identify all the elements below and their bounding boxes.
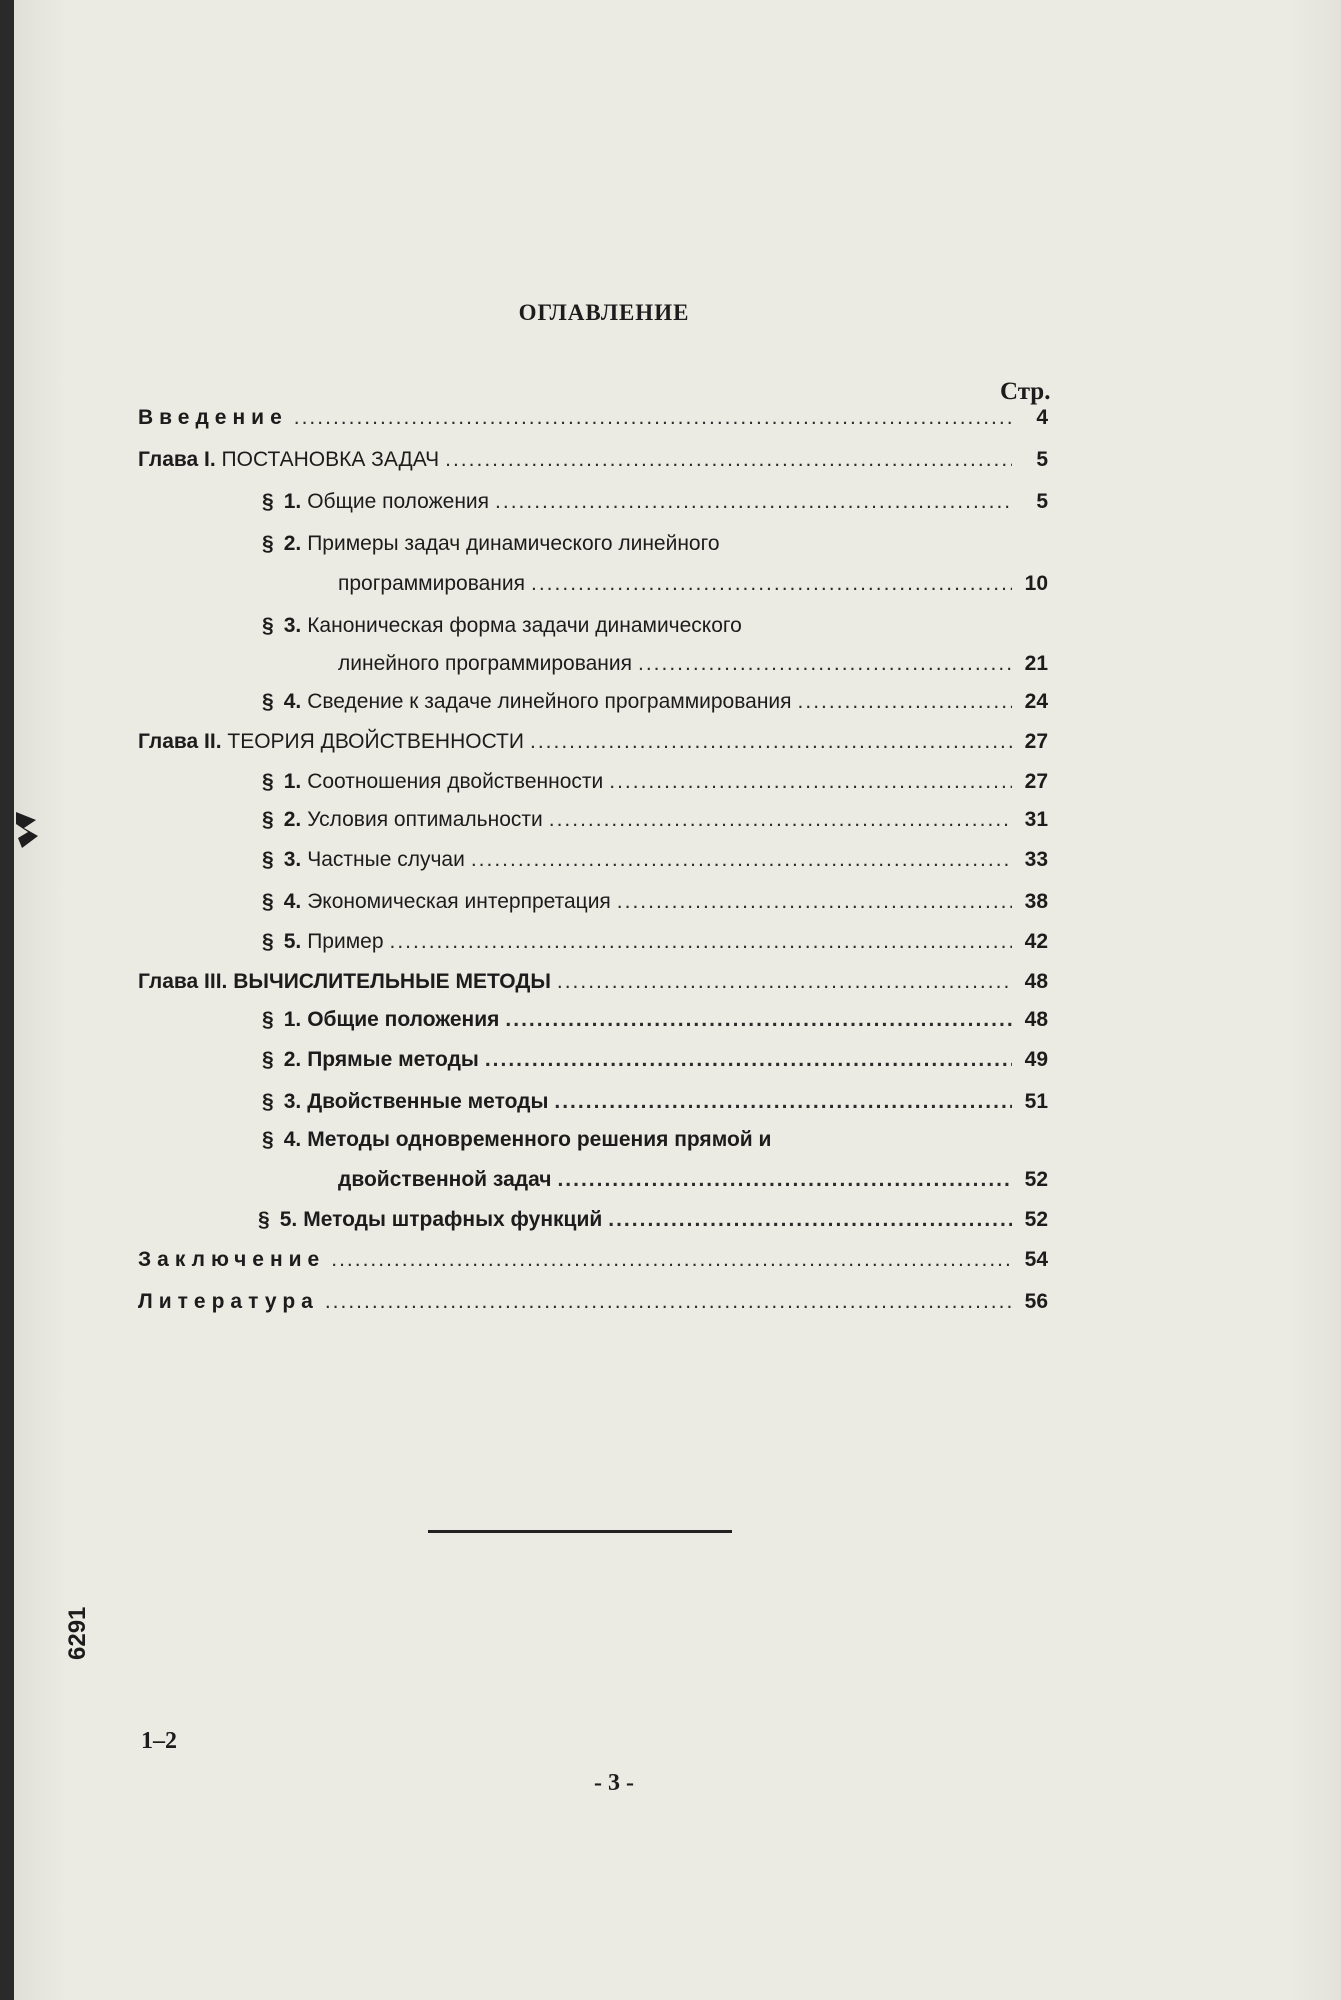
toc-entry-label: Литература — [138, 1290, 319, 1313]
leader-dots — [471, 848, 1012, 872]
section-number: 4. — [283, 890, 302, 913]
leader-dots — [495, 490, 1012, 514]
toc-entry-ch3-section-3[interactable] — [262, 1090, 1048, 1114]
leader-dots — [557, 970, 1012, 994]
section-title: Прямые методы — [307, 1048, 479, 1071]
section-sign: § — [262, 930, 274, 953]
section-number: 1. — [283, 1008, 302, 1031]
section-title-line1: Примеры задач динамического линейного — [307, 532, 720, 555]
section-number: 2. — [283, 1048, 302, 1071]
section-title: Общие положения — [307, 1008, 500, 1031]
section-title-line2: двойственной задач — [338, 1168, 552, 1191]
section-title: Сведение к задаче линейного программирования — [307, 690, 792, 713]
section-number: 3. — [283, 1090, 302, 1113]
toc-entry-ch1-section-4[interactable] — [262, 690, 1048, 714]
leader-dots — [390, 930, 1012, 954]
toc-entry-chapter-3[interactable] — [138, 970, 1048, 994]
section-title: Методы штрафных функций — [303, 1208, 603, 1231]
leader-dots — [557, 1168, 1012, 1192]
chapter-prefix: Глава II. — [138, 730, 222, 753]
section-title-line2: программирования — [338, 572, 526, 595]
toc-entry-ch2-section-2[interactable] — [262, 808, 1048, 832]
toc-page-number: 42 — [1024, 930, 1048, 953]
section-sign: § — [262, 770, 274, 793]
toc-entry-ch3-section-4-line1[interactable] — [262, 1128, 771, 1152]
leader-dots — [531, 572, 1012, 596]
section-number: 5. — [279, 1208, 298, 1231]
toc-entry-ch2-section-3[interactable] — [262, 848, 1048, 872]
leader-dots — [445, 448, 1012, 472]
chapter-title: ТЕОРИЯ ДВОЙСТВЕННОСТИ — [227, 730, 524, 753]
toc-entry-ch3-section-2[interactable] — [262, 1048, 1048, 1072]
section-sign: § — [262, 1048, 274, 1071]
toc-page-number: 51 — [1024, 1090, 1048, 1113]
separator-rule — [428, 1530, 732, 1533]
toc-entry-literature[interactable] — [138, 1290, 1048, 1314]
section-title: Экономическая интерпретация — [307, 890, 611, 913]
section-title: Соотношения двойственности — [307, 770, 604, 793]
leader-dots — [608, 1208, 1012, 1232]
toc-entry-ch1-section-2-line2[interactable] — [338, 572, 1048, 596]
toc-entry-label: Заключение — [138, 1248, 326, 1271]
section-title-line1: Каноническая форма задачи динамического — [307, 614, 742, 637]
section-sign: § — [262, 890, 274, 913]
toc-page-number: 5 — [1036, 490, 1048, 513]
section-sign: § — [262, 532, 274, 555]
toc-page-number: 33 — [1024, 848, 1048, 871]
section-sign: § — [262, 490, 274, 513]
toc-entry-chapter-1[interactable] — [138, 448, 1048, 472]
section-number: 4. — [283, 1128, 302, 1151]
section-title: Общие положения — [307, 490, 490, 513]
toc-entry-intro[interactable] — [138, 406, 1048, 430]
toc-entry-ch3-section-1[interactable] — [262, 1008, 1048, 1032]
section-number: 3. — [283, 848, 302, 871]
section-title: Условия оптимальности — [307, 808, 543, 831]
section-title-line1: Методы одновременного решения прямой и — [307, 1128, 772, 1151]
toc-page-number: 38 — [1024, 890, 1048, 913]
toc-page-number: 5 — [1036, 448, 1048, 471]
leader-dots — [325, 1290, 1012, 1314]
leader-dots — [331, 1248, 1012, 1272]
signature-mark: 1–2 — [141, 1728, 177, 1754]
section-title-line2: линейного программирования — [338, 652, 632, 675]
toc-entry-ch1-section-3-line2[interactable] — [338, 652, 1048, 676]
toc-page-number: 48 — [1024, 1008, 1048, 1031]
section-title: Двойственные методы — [307, 1090, 549, 1113]
chapter-title: ВЫЧИСЛИТЕЛЬНЫЕ МЕТОДЫ — [233, 970, 551, 993]
toc-page-number: 49 — [1024, 1048, 1048, 1071]
toc-page-number: 54 — [1024, 1248, 1048, 1271]
side-print-number: 6291 — [64, 1606, 91, 1660]
leader-dots — [530, 730, 1012, 754]
staple-mark-icon — [14, 808, 42, 852]
toc-entry-ch2-section-5[interactable] — [262, 930, 1048, 954]
page-title: ОГЛАВЛЕНИЕ — [518, 300, 690, 325]
toc-entry-ch3-section-4-line2[interactable] — [338, 1168, 1048, 1192]
toc-page-number: 4 — [1036, 406, 1048, 429]
section-sign: § — [262, 808, 274, 831]
toc-page-number: 48 — [1024, 970, 1048, 993]
leader-dots — [294, 406, 1012, 430]
leader-dots — [549, 808, 1012, 832]
leader-dots — [638, 652, 1012, 676]
leader-dots — [617, 890, 1012, 914]
toc-entry-ch3-section-5[interactable] — [258, 1208, 1048, 1232]
toc-page-number: 27 — [1024, 770, 1048, 793]
toc-page-number: 24 — [1024, 690, 1048, 713]
section-number: 1. — [283, 490, 302, 513]
toc-entry-ch1-section-3-line1[interactable] — [262, 614, 742, 638]
toc-entry-ch1-section-2-line1[interactable] — [262, 532, 720, 556]
chapter-prefix: Глава III. — [138, 970, 228, 993]
toc-page-number: 56 — [1024, 1290, 1048, 1313]
toc-page-number: 27 — [1024, 730, 1048, 753]
section-number: 4. — [283, 690, 302, 713]
section-sign: § — [262, 1128, 274, 1151]
page-number-footer: - 3 - — [594, 1770, 634, 1796]
section-sign: § — [262, 1008, 274, 1031]
toc-page-number: 10 — [1024, 572, 1048, 595]
toc-entry-ch2-section-1[interactable] — [262, 770, 1048, 794]
section-sign: § — [262, 614, 274, 637]
section-title: Частные случаи — [307, 848, 465, 871]
toc-entry-chapter-2[interactable] — [138, 730, 1048, 754]
section-sign: § — [258, 1208, 270, 1231]
section-number: 2. — [283, 532, 302, 555]
leader-dots — [485, 1048, 1012, 1072]
toc-entry-label: Введение — [138, 406, 288, 429]
section-title: Пример — [307, 930, 384, 953]
chapter-prefix: Глава I. — [138, 448, 216, 471]
toc-entry-conclusion[interactable] — [138, 1248, 1048, 1272]
toc-page-number: 31 — [1024, 808, 1048, 831]
section-number: 3. — [283, 614, 302, 637]
section-number: 2. — [283, 808, 302, 831]
leader-dots — [609, 770, 1012, 794]
section-sign: § — [262, 848, 274, 871]
section-sign: § — [262, 1090, 274, 1113]
leader-dots — [505, 1008, 1012, 1032]
leader-dots — [798, 690, 1012, 714]
toc-page-number: 52 — [1024, 1168, 1048, 1191]
toc-page-number: 21 — [1024, 652, 1048, 675]
toc-entry-ch1-section-1[interactable] — [262, 490, 1048, 514]
leader-dots — [554, 1090, 1012, 1114]
page-column-header: Стр. — [1000, 378, 1051, 405]
chapter-title: ПОСТАНОВКА ЗАДАЧ — [221, 448, 440, 471]
section-sign: § — [262, 690, 274, 713]
toc-page-number: 52 — [1024, 1208, 1048, 1231]
toc-entry-ch2-section-4[interactable] — [262, 890, 1048, 914]
section-number: 1. — [283, 770, 302, 793]
document-page — [14, 0, 1341, 2000]
section-number: 5. — [283, 930, 302, 953]
